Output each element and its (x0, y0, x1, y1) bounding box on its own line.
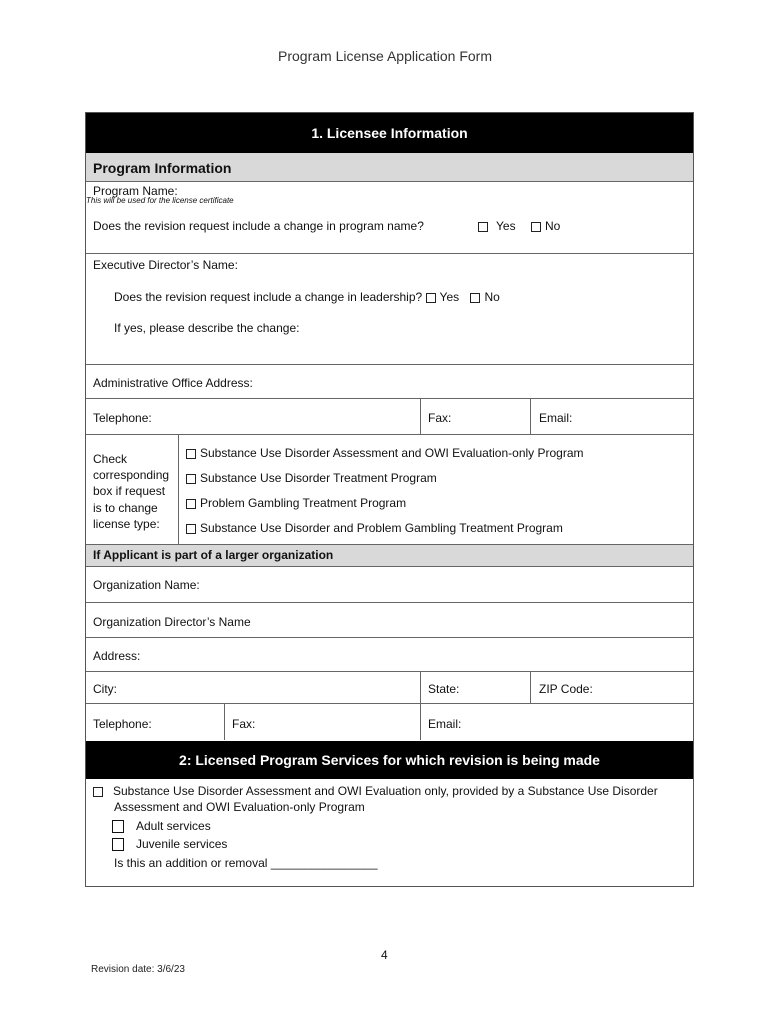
page-title: Program License Application Form (278, 48, 492, 64)
city-label[interactable]: City: (93, 682, 117, 696)
email-label[interactable]: Email: (539, 411, 573, 425)
license-type-option-4[interactable]: Substance Use Disorder and Problem Gambling Treatment Program (186, 521, 563, 535)
program-info-header: Program Information (86, 153, 693, 181)
address-label[interactable]: Address: (93, 649, 141, 663)
org-name-label[interactable]: Organization Name: (93, 578, 200, 592)
checkbox[interactable] (186, 524, 196, 534)
telephone-label[interactable]: Telephone: (93, 411, 152, 425)
org-fax-label[interactable]: Fax: (232, 717, 256, 731)
org-telephone-label[interactable]: Telephone: (93, 717, 152, 731)
adult-services-option[interactable]: Adult services (112, 819, 211, 833)
section1-header: 1. Licensee Information (86, 113, 693, 153)
checkbox[interactable] (186, 449, 196, 459)
revision-date: Revision date: 3/6/23 (91, 964, 185, 975)
page-number: 4 (381, 948, 388, 962)
check-license-type-label: Check corresponding box if request is to change license type: (93, 452, 170, 531)
state-label[interactable]: State: (428, 682, 460, 696)
service-option[interactable]: Substance Use Disorder Assessment and OWI Evaluation only, provided by a Substance Use Disorder (93, 784, 658, 798)
license-type-option-3[interactable]: Problem Gambling Treatment Program (186, 496, 406, 510)
admin-address-label[interactable]: Administrative Office Address: (93, 376, 253, 390)
checkbox[interactable] (531, 222, 541, 232)
service-line-2: Assessment and OWI Evaluation-only Program (114, 800, 365, 814)
org-director-label[interactable]: Organization Director’s Name (93, 615, 251, 629)
checkbox[interactable] (112, 820, 124, 833)
checkbox[interactable] (186, 474, 196, 484)
leadership-question-row: Does the revision request include a change in leadership? Yes No (114, 290, 500, 304)
org-email-label[interactable]: Email: (428, 717, 462, 731)
license-form (85, 112, 694, 887)
checkbox[interactable] (112, 838, 124, 851)
name-change-yes-option[interactable]: Yes (478, 219, 516, 233)
zip-label[interactable]: ZIP Code: (539, 682, 593, 696)
program-name-note: This will be used for the license certificate (86, 196, 234, 205)
describe-change-label[interactable]: If yes, please describe the change: (114, 321, 300, 335)
checkbox[interactable] (186, 499, 196, 509)
exec-director-label[interactable]: Executive Director’s Name: (93, 258, 238, 272)
addition-removal-field[interactable]: Is this an addition or removal ________________ (114, 856, 378, 870)
juvenile-services-option[interactable]: Juvenile services (112, 837, 227, 851)
leadership-no-checkbox[interactable] (470, 293, 480, 303)
checkbox[interactable] (478, 222, 488, 232)
license-type-option-1[interactable]: Substance Use Disorder Assessment and OWI Evaluation-only Program (186, 446, 584, 460)
name-change-question: Does the revision request include a change in program name? (93, 219, 424, 233)
fax-label[interactable]: Fax: (428, 411, 452, 425)
larger-org-header: If Applicant is part of a larger organization (86, 545, 693, 566)
checkbox[interactable] (93, 787, 103, 797)
leadership-yes-checkbox[interactable] (426, 293, 436, 303)
license-type-option-2[interactable]: Substance Use Disorder Treatment Program (186, 471, 437, 485)
program-name-label[interactable]: Program Name: (93, 184, 178, 198)
section2-header: 2: Licensed Program Services for which revision is being made (86, 741, 693, 779)
name-change-no-option[interactable]: No (531, 219, 560, 233)
